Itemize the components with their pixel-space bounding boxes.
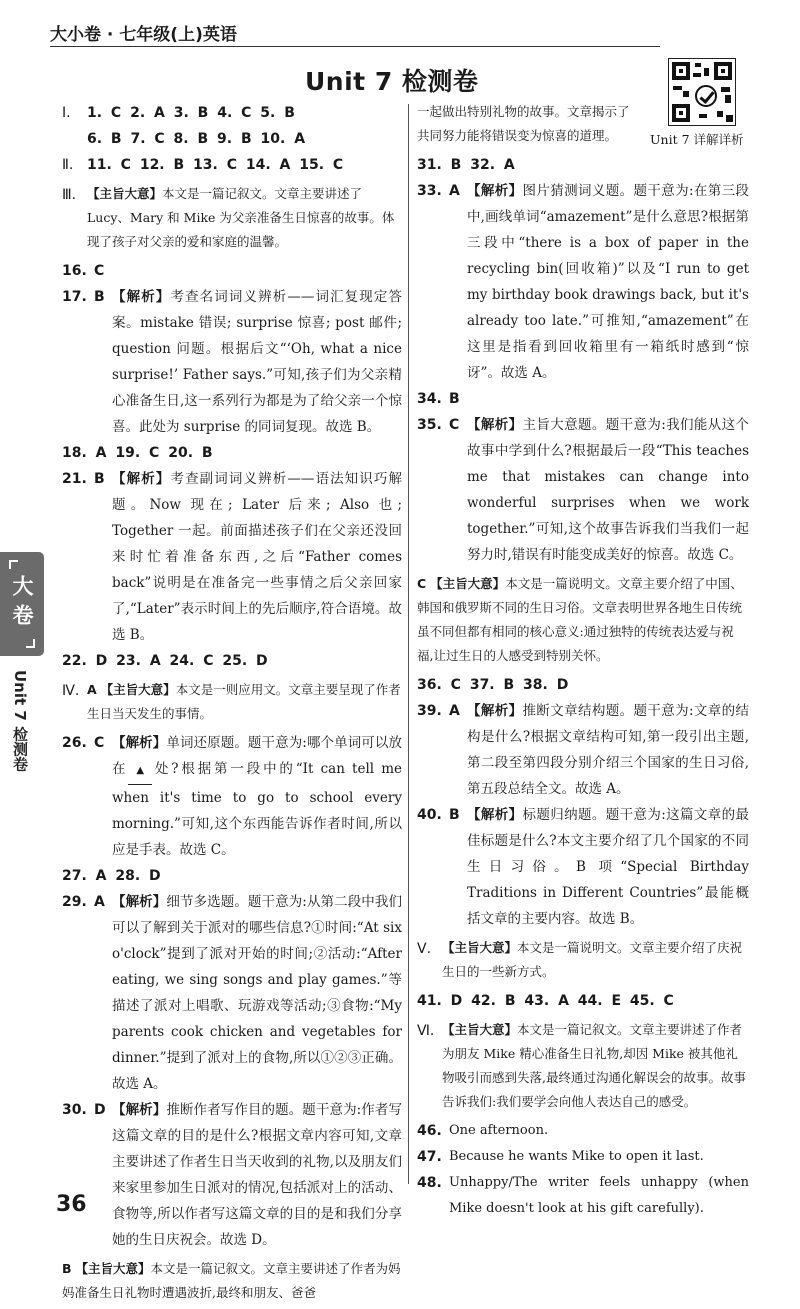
answer-row: 27. A 28. D — [62, 868, 161, 884]
summary-tag: 【主旨大意】 — [100, 682, 176, 697]
analysis-tag: 【解析】 — [467, 703, 523, 719]
passage-letter: A — [87, 682, 97, 697]
summary-text: 本文是一篇说明文。文章主要介绍了中国、韩国和俄罗斯不同的生日习俗。文章表明世界各地生日传统虽不同但都有相同的核心意义:通过独特的传统表达爱与祝福,让过生日的人感受到特别关怀。 — [417, 576, 743, 663]
answer-row: 41. D 42. B 43. A 44. E 45. C — [417, 993, 674, 1009]
summary-text: 本文是一篇说明文。文章主要介绍了庆祝生日的一些新方式。 — [442, 940, 743, 979]
analysis-tag: 【解析】 — [112, 894, 167, 910]
section-6-summary — [417, 1018, 749, 1114]
summary-text: 本文是一篇记叙文。文章主要讲述了作者为朋友 Mike 精心准备生日礼物,却因 Mike 被其他礼物吸引而感到失落,最终通过沟通化解误会的故事。故事告诉我们:我们要学会向他人表达自己的感受。 — [442, 1022, 746, 1109]
qr-finder — [714, 62, 732, 80]
question-33 — [417, 178, 749, 386]
analysis-tag: 【解析】 — [112, 289, 171, 305]
answer-letter: B — [94, 471, 105, 487]
blank-marker: ▲ — [128, 758, 152, 785]
question-21 — [62, 466, 402, 648]
answer-letter: C — [94, 263, 105, 279]
question-number: 47. — [417, 1149, 442, 1165]
question-30 — [62, 1097, 402, 1253]
answer-letter: D — [94, 1102, 106, 1118]
section-c-summary — [417, 572, 749, 668]
analysis-text: 推断作者写作目的题。题干意为:作者写这篇文章的目的是什么?根据文章内容可知,文章主要讲述了作者生日当天收到的礼物,以及朋友们来家里参加生日派对的情况,包括派对上的活动、食物等,所以作者写这篇文章的目的是和我们分享她的生日庆祝会。故选 D。 — [112, 1102, 402, 1248]
left-column — [62, 100, 402, 1309]
answer-letter: C — [94, 735, 105, 751]
analysis-text: 推断文章结构题。题干意为:文章的结构是什么?根据文章结构可知,第一段引出主题,第二段至第四段分别介绍三个国家的生日习俗,第五段总结全文。故选 A。 — [467, 703, 749, 797]
question-17 — [62, 284, 402, 440]
question-16 — [62, 258, 402, 284]
answer-row: 6. B 7. C 8. B 9. B 10. A — [87, 131, 306, 147]
answer-row: 22. D 23. A 24. C 25. D — [62, 653, 268, 669]
question-35 — [417, 412, 749, 568]
qr-label: Unit 7 详解详析 — [650, 132, 744, 147]
question-number: 39. — [417, 703, 442, 719]
analysis-tag: 【解析】 — [112, 735, 167, 751]
header-rule — [50, 46, 660, 47]
question-number: 16. — [62, 263, 87, 279]
section-number: Ⅰ. — [62, 105, 71, 121]
section-b-summary-cont — [417, 100, 749, 148]
analysis-text: 单词还原题。题干意为:哪个单词可以放在 — [112, 735, 402, 777]
section-number: Ⅲ. — [62, 187, 77, 203]
section-number: Ⅱ. — [62, 157, 74, 173]
section-number: Ⅳ. — [62, 683, 80, 699]
analysis-tag: 【解析】 — [112, 471, 171, 487]
summary-text: 本文是一篇记叙文。文章主要讲述了作者为妈妈准备生日礼物时遭遇波折,最终和朋友、爸爸 — [62, 1261, 401, 1300]
answer-letter: A — [94, 894, 105, 910]
summary-tag: 【主旨大意】 — [87, 186, 163, 201]
analysis-text: 考查名词词义辨析——词汇复现定答案。mistake 错误; surprise 惊喜; post 邮件; question 问题。根据后文“‘Oh, what a nice surprise!’ Father says.”可知,孩子们为父亲精心准备生日,这一系列行为都是为了给父亲一个惊喜。此处为 surprise 的同词复现。故选 B。 — [112, 289, 403, 435]
summary-tag: 【主旨大意】 — [442, 940, 518, 955]
question-number: 40. — [417, 807, 442, 823]
analysis-tag: 【解析】 — [467, 807, 523, 823]
question-number: 17. — [62, 289, 87, 305]
section-number: Ⅵ. — [417, 1023, 435, 1039]
answer-letter: B — [94, 289, 105, 305]
section-3-summary — [62, 182, 402, 254]
side-label: Unit 7 检测卷 — [11, 670, 29, 772]
summary-text: 本文是一篇记叙文。文章主要讲述了 Lucy、Mary 和 Mike 为父亲准备生日惊喜的故事。体现了孩子对父亲的爱和家庭的温馨。 — [87, 186, 395, 249]
answer-letter: B — [449, 391, 460, 407]
analysis-text: 标题归纳题。题干意为:这篇文章的最佳标题是什么?本文主要介绍了几个国家的不同生日习俗。B 项“Special Birthday Traditions in Different Countries”最能概括文章的主要内容。故选 B。 — [467, 807, 749, 927]
question-47 — [417, 1144, 749, 1170]
question-number: 29. — [62, 894, 87, 910]
analysis-tag: 【解析】 — [112, 1102, 167, 1118]
book-title: 大小卷 · 七年级(上)英语 — [50, 25, 237, 45]
summary-tag: 【主旨大意】 — [75, 1261, 151, 1276]
question-number: 46. — [417, 1123, 442, 1139]
analysis-tag: 【解析】 — [467, 183, 523, 199]
passage-letter: B — [62, 1261, 72, 1276]
section-number: Ⅴ. — [417, 941, 432, 957]
answer-row: 36. C 37. B 38. D — [417, 677, 569, 693]
answer-letter: A — [449, 183, 460, 199]
analysis-text: 细节多选题。题干意为:从第二段中我们可以了解到关于派对的哪些信息?①时间:“At six o'clock”提到了派对开始的时间;②活动:“After eating, we sing songs and play games.”等描述了派对上唱歌、玩游戏等活动;③食物:“My parents cook chicken and vegetables for dinner.”提到了派对上的食物,所以①②③正确。故选 A。 — [112, 894, 402, 1092]
side-tab — [0, 552, 44, 656]
section-1 — [62, 100, 402, 126]
answer-letter: B — [449, 807, 460, 823]
question-number: 35. — [417, 417, 442, 433]
answer-letter: C — [449, 417, 460, 433]
section-2 — [62, 152, 402, 178]
section-5-summary — [417, 936, 749, 984]
passage-letter: C — [417, 576, 427, 591]
summary-tag: 【主旨大意】 — [430, 576, 506, 591]
analysis-text: 图片猜测词义题。题干意为:在第三段中,画线单词“amazement”是什么意思?根据第三段中“there is a box of paper in the recycling bin(回收箱)”以及“I run to get my birthday book drawings back, but it's already too late.”可推知,“amazement”在这里是指看到回收箱里有一箱纸时感到“惊讶”。故选 A。 — [467, 183, 749, 381]
question-48 — [417, 1170, 749, 1222]
side-tab-text: 大卷 — [10, 575, 34, 633]
page-number: 36 — [56, 1192, 87, 1217]
question-number: 33. — [417, 183, 442, 199]
answer-letter: A — [449, 703, 460, 719]
question-number: 30. — [62, 1102, 87, 1118]
question-34 — [417, 386, 749, 412]
question-29 — [62, 889, 402, 1097]
answer-row: 1. C 2. A 3. B 4. C 5. B — [87, 105, 295, 121]
summary-text: 本文是一则应用文。文章主要呈现了作者生日当天发生的事情。 — [87, 682, 401, 721]
question-number: 26. — [62, 735, 87, 751]
right-column — [417, 100, 749, 1222]
summary-text: 一起做出特别礼物的故事。文章揭示了共同努力能将错误变为惊喜的道理。 — [417, 104, 630, 143]
question-40 — [417, 802, 749, 932]
question-number: 34. — [417, 391, 442, 407]
qr-finder — [672, 62, 690, 80]
section-4-summary — [62, 678, 402, 726]
analysis-tag: 【解析】 — [467, 417, 523, 433]
analysis-text: 处?根据第一段中的“It can tell me when it's time to go to school every morning.”可知,这个东西能告诉作者时间,所以应是手表。故选 C。 — [112, 761, 403, 858]
unit-title: Unit 7 检测卷 — [305, 67, 479, 96]
question-number: 21. — [62, 471, 87, 487]
summary-tag: 【主旨大意】 — [442, 1022, 518, 1037]
answer-row: 31. B 32. A — [417, 157, 515, 173]
answer-text: Because he wants Mike to open it last. — [449, 1149, 704, 1164]
answer-text: One afternoon. — [449, 1123, 549, 1138]
question-26 — [62, 730, 402, 863]
analysis-text: 主旨大意题。题干意为:我们能从这个故事中学到什么?根据最后一段“This teaches me that mistakes can change into wonderful surprises when we work together.”可知,这个故事告诉我们当我们一起努力时,错误有时能变成美好的惊喜。故选 C。 — [467, 417, 749, 563]
question-46 — [417, 1118, 749, 1144]
column-divider — [408, 104, 409, 1184]
question-number: 48. — [417, 1175, 442, 1191]
analysis-text: 考查副词词义辨析——语法知识巧解题。Now 现在; Later 后来; Also 也; Together 一起。前面描述孩子们在父亲还没回来时忙着准备东西,之后“Father comes back”说明是在准备完一些事情之后父亲回家了,“Later”表示时间上的先后顺序,符合语境。故选 B。 — [112, 471, 403, 643]
question-39 — [417, 698, 749, 802]
answer-text: Unhappy/The writer feels unhappy (when Mike doesn't look at his gift carefully). — [449, 1175, 749, 1216]
answer-row: 18. A 19. C 20. B — [62, 445, 213, 461]
section-b-summary — [62, 1257, 402, 1305]
answer-row: 11. C 12. B 13. C 14. A 15. C — [87, 157, 344, 173]
